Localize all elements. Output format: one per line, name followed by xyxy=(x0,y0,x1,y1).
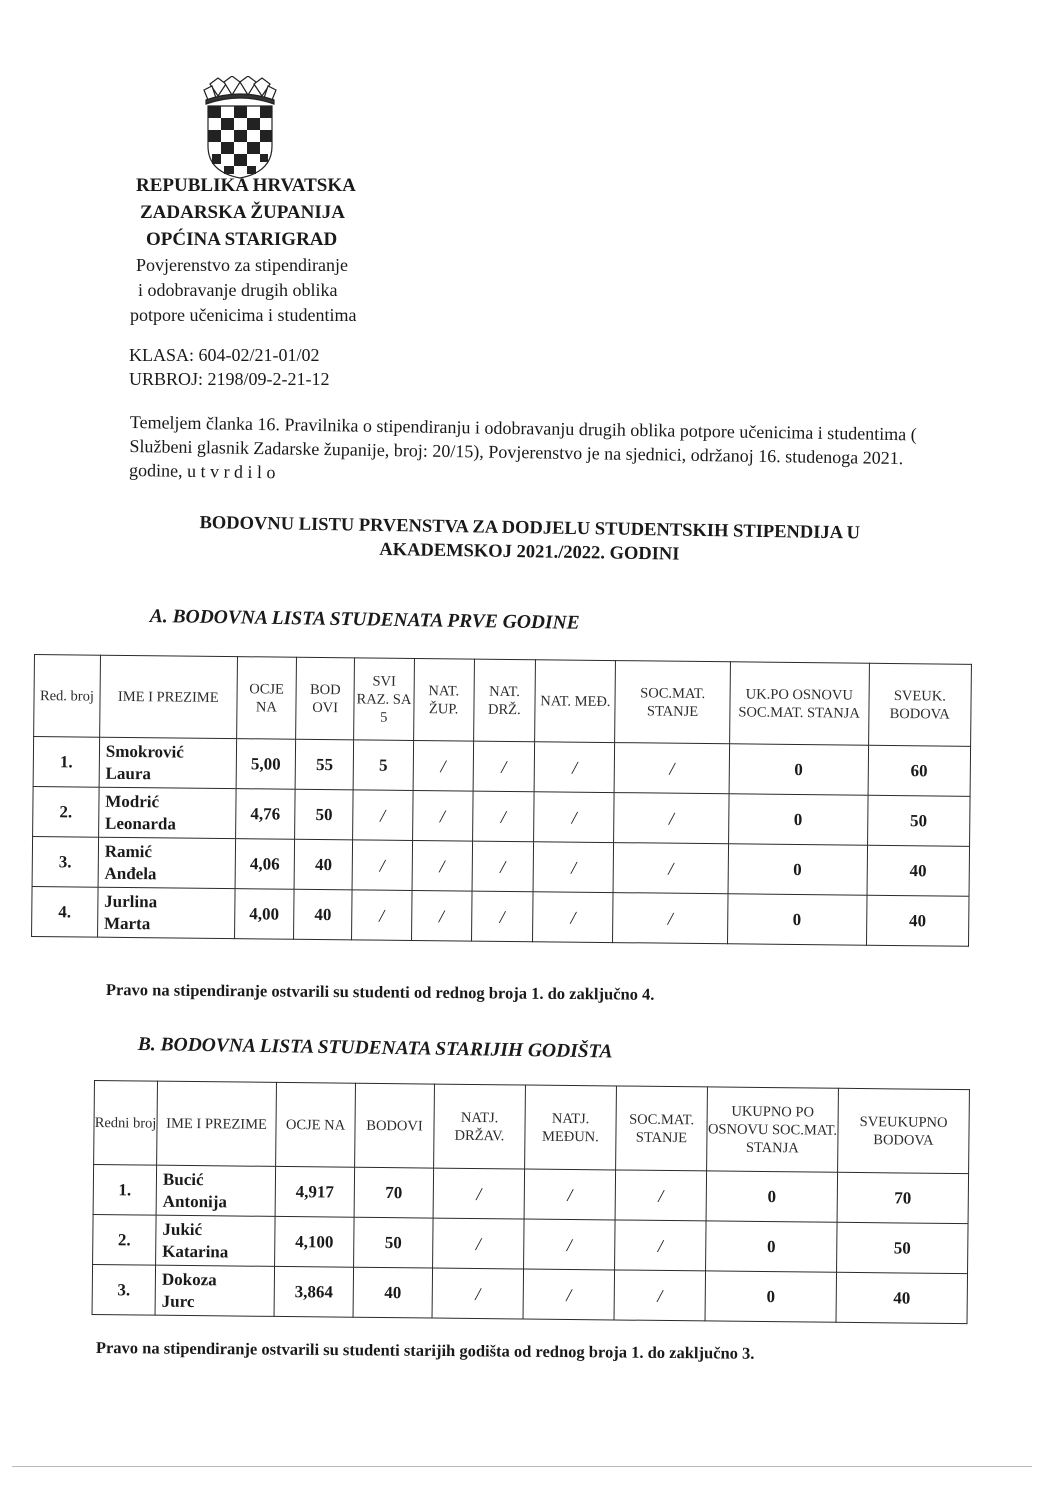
row-number: 2. xyxy=(33,786,99,837)
document-title xyxy=(129,510,930,571)
table-row xyxy=(93,1214,968,1273)
social-status-cell: / xyxy=(615,1170,707,1221)
header-line-3: OPĆINA STARIGRAD xyxy=(146,229,338,250)
column-header: Redni broj xyxy=(94,1081,158,1166)
header-line-4: Povjerenstvo za stipendiranje xyxy=(136,255,348,275)
social-total-cell: 0 xyxy=(727,894,866,945)
social-total-cell: 0 xyxy=(728,844,867,895)
column-header: SVEUKUPNO BODOVA xyxy=(838,1088,970,1173)
grade-cell: 3,864 xyxy=(274,1266,354,1317)
header-line-6: potpore učenicima i studentima xyxy=(130,305,357,325)
surname: Modrić xyxy=(105,791,160,811)
klasa-code: KLASA: 604-02/21-01/02 xyxy=(129,345,320,365)
county-award-cell: / xyxy=(411,890,471,941)
social-status-cell: / xyxy=(614,793,729,844)
first-name: Marta xyxy=(103,913,151,933)
section-a-heading: A. BODOVNA LISTA STUDENATA PRVE GODINE xyxy=(149,606,580,634)
table-header-row xyxy=(94,1081,970,1174)
social-total-cell: 0 xyxy=(706,1171,838,1222)
first-name: Katarina xyxy=(162,1241,229,1261)
surname: Jurlina xyxy=(104,891,158,911)
student-name xyxy=(97,887,234,938)
student-name xyxy=(156,1165,276,1216)
social-status-cell: / xyxy=(613,893,728,944)
table-row xyxy=(93,1165,968,1224)
table-row xyxy=(32,886,969,946)
state-award-cell: / xyxy=(433,1218,525,1269)
intl-award-cell: / xyxy=(534,742,615,793)
grade-cell: 4,917 xyxy=(275,1166,355,1217)
all-fives-cell: 5 xyxy=(353,740,413,791)
column-header: UKUPNO PO OSNOVU SOC.MAT. STANJA xyxy=(707,1087,839,1172)
header-line-5: i odobravanje drugih oblika xyxy=(138,280,338,300)
social-status-cell: / xyxy=(613,843,728,894)
state-award-cell: / xyxy=(473,741,535,792)
social-status-cell: / xyxy=(615,1220,707,1271)
social-status-cell: / xyxy=(614,1270,706,1321)
column-header: OCJE NA xyxy=(276,1082,356,1167)
social-status-cell: / xyxy=(614,743,729,794)
social-total-cell: 0 xyxy=(706,1221,838,1272)
column-header: BODOVI xyxy=(355,1083,435,1168)
student-name xyxy=(98,837,235,888)
column-header: UK.PO OSNOVU SOC.MAT. STANJA xyxy=(729,662,869,745)
title-line-2: AKADEMSKOJ 2021./2022. GODINI xyxy=(379,539,680,565)
points-cell: 40 xyxy=(353,1267,433,1318)
grade-cell: 4,100 xyxy=(275,1216,355,1267)
state-award-cell: / xyxy=(472,841,534,892)
surname: Dokoza xyxy=(161,1269,217,1289)
column-header: NAT. DRŽ. xyxy=(473,659,536,742)
first-name: Leonarda xyxy=(104,813,177,833)
row-number: 2. xyxy=(93,1214,157,1265)
row-number: 4. xyxy=(32,886,98,937)
intro-paragraph: Temeljem članka 16. Pravilnika o stipendiranju i odobravanju drugih oblika potpore učenicima i studentima ( Službeni glasnik Zadarske županije, broj: 20/15), Povjerenstvo je na sjednici, održanoj 16. studenoga 2021. godine, u t v r d i l o xyxy=(128,411,917,483)
grade-cell: 4,00 xyxy=(234,889,294,940)
column-header: SVI RAZ. SA 5 xyxy=(354,658,415,741)
points-cell: 50 xyxy=(295,789,353,840)
first-name: Laura xyxy=(105,763,152,783)
table-row xyxy=(92,1264,967,1323)
footer-divider xyxy=(12,1466,1032,1467)
first-name: Anđela xyxy=(104,863,157,883)
croatian-coat-of-arms-icon xyxy=(202,76,278,180)
column-header: NAT. MEĐ. xyxy=(535,660,616,743)
intl-award-cell: / xyxy=(533,842,614,893)
points-cell: 70 xyxy=(354,1167,434,1218)
state-award-cell: / xyxy=(471,891,533,942)
first-name: Antonija xyxy=(162,1191,228,1211)
total-points-cell: 40 xyxy=(867,845,970,896)
column-header: BOD OVI xyxy=(296,657,355,740)
social-total-cell: 0 xyxy=(729,744,868,795)
surname: Bucić xyxy=(162,1169,204,1189)
grade-cell: 5,00 xyxy=(236,739,296,790)
column-header: NATJ. MEĐUN. xyxy=(525,1085,617,1170)
county-award-cell: / xyxy=(413,740,473,791)
state-award-cell: / xyxy=(472,791,534,842)
column-header: Red. broj xyxy=(34,655,101,738)
total-points-cell: 60 xyxy=(868,745,971,796)
document-codes xyxy=(129,343,330,391)
county-award-cell: / xyxy=(412,790,472,841)
student-name xyxy=(98,787,235,838)
column-header: IME I PREZIME xyxy=(99,655,237,738)
intl-award-cell: / xyxy=(524,1219,616,1270)
social-total-cell: 0 xyxy=(728,794,867,845)
column-header: OCJE NA xyxy=(236,657,297,740)
surname: Ramić xyxy=(104,841,153,861)
first-name: Jurc xyxy=(161,1291,195,1311)
title-line-1: BODOVNU LISTU PRVENSTVA ZA DODJELU STUDENTSKIH STIPENDIJA U xyxy=(199,513,861,544)
intl-award-cell: / xyxy=(523,1269,615,1320)
total-points-cell: 70 xyxy=(837,1172,969,1223)
points-cell: 55 xyxy=(295,739,353,790)
points-cell: 50 xyxy=(354,1217,434,1268)
points-cell: 40 xyxy=(294,839,352,890)
intl-award-cell: / xyxy=(533,892,614,943)
student-name xyxy=(99,737,236,788)
all-fives-cell: / xyxy=(352,840,412,891)
row-number: 1. xyxy=(33,737,99,788)
total-points-cell: 50 xyxy=(837,1222,969,1273)
grade-cell: 4,06 xyxy=(235,839,295,890)
section-a-note: Pravo na stipendiranje ostvarili su studenti od rednog broja 1. do zaključno 4. xyxy=(105,980,655,1004)
column-header: NAT. ŽUP. xyxy=(413,658,474,741)
total-points-cell: 40 xyxy=(836,1272,968,1323)
total-points-cell: 50 xyxy=(867,795,970,846)
grade-cell: 4,76 xyxy=(235,789,295,840)
surname: Jukić xyxy=(162,1219,203,1239)
header-line-2: ZADARSKA ŽUPANIJA xyxy=(140,202,345,223)
intl-award-cell: / xyxy=(534,792,615,843)
column-header: NATJ. DRŽAV. xyxy=(434,1084,526,1169)
social-total-cell: 0 xyxy=(705,1271,837,1322)
row-number: 1. xyxy=(93,1165,157,1216)
all-fives-cell: / xyxy=(353,790,413,841)
state-award-cell: / xyxy=(433,1168,525,1219)
total-points-cell: 40 xyxy=(866,895,969,946)
section-b-heading: B. BODOVNA LISTA STUDENATA STARIJIH GODIŠTA xyxy=(137,1034,613,1063)
row-number: 3. xyxy=(32,836,98,887)
header-line-1: REPUBLIKA HRVATSKA xyxy=(136,175,356,196)
county-award-cell: / xyxy=(412,840,472,891)
intl-award-cell: / xyxy=(524,1169,616,1220)
column-header: SOC.MAT. STANJE xyxy=(615,661,730,744)
first-year-students-table xyxy=(31,654,972,947)
section-b-note: Pravo na stipendiranje ostvarili su studenti starijih godišta od rednog broja 1. do zaključno 3. xyxy=(95,1338,755,1363)
all-fives-cell: / xyxy=(352,890,412,941)
student-name xyxy=(156,1215,276,1266)
student-name xyxy=(155,1265,275,1316)
issuer-header xyxy=(128,172,428,328)
older-students-table xyxy=(92,1080,970,1324)
table-header-row xyxy=(34,655,972,747)
column-header: SVEUK. BODOVA xyxy=(868,663,971,746)
column-header: IME I PREZIME xyxy=(157,1081,277,1166)
row-number: 3. xyxy=(92,1264,156,1315)
column-header: SOC.MAT. STANJE xyxy=(616,1086,708,1171)
surname: Smokrović xyxy=(105,741,184,762)
points-cell: 40 xyxy=(294,889,352,940)
urbroj-code: URBROJ: 2198/09-2-21-12 xyxy=(129,369,330,389)
state-award-cell: / xyxy=(432,1268,524,1319)
